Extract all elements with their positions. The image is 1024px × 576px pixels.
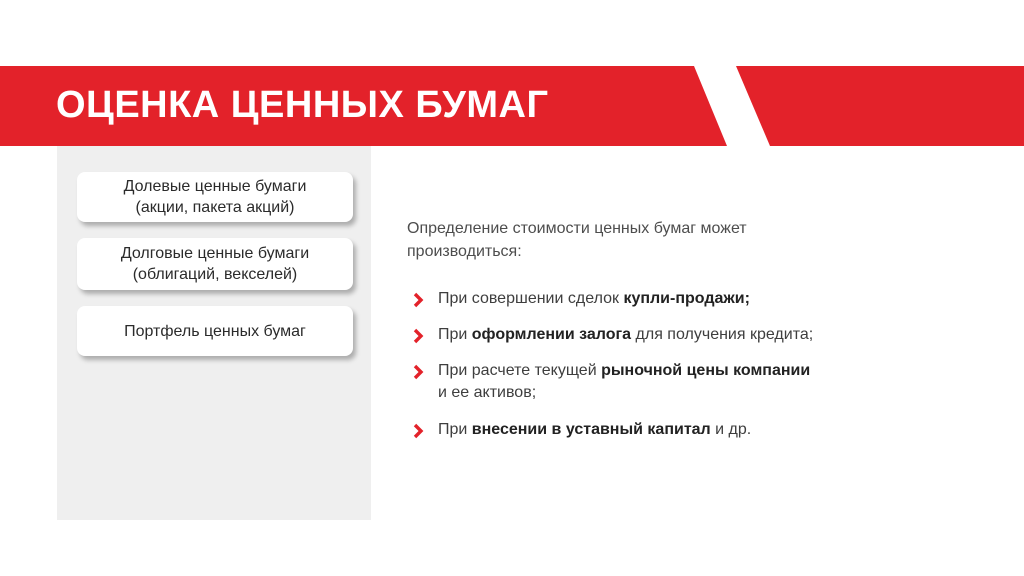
bullet-list [410,288,930,441]
card-subtitle: (акции, пакета акций) [135,199,295,216]
bullet-bold: внесении в уставный капитал [471,421,711,438]
bullet-item [410,288,930,310]
bullet-item [410,324,930,346]
bullet-bold: купли-продажи; [623,290,750,307]
bullet-text: и др. [710,421,752,438]
bullet-item [410,360,930,404]
bullet-bold: рыночной цены компании [601,362,811,379]
card-title: Портфель ценных бумаг [124,322,306,340]
card-equity-securities [77,172,353,222]
chevron-right-icon [412,364,424,380]
page-title: ОЦЕНКА ЦЕННЫХ БУМАГ [56,84,549,126]
intro-text [407,217,867,263]
bullet-text: При расчете текущей [438,362,602,379]
card-title: Долговые ценные бумаги [120,245,310,262]
bullet-text: для получения кредита; [631,326,814,343]
card-title: Долевые ценные бумаги [123,178,307,195]
intro-line: Определение стоимости ценных бумаг может [407,220,747,237]
bullet-item [410,419,930,441]
bullet-text: При совершении сделок [438,290,624,307]
card-subtitle: (облигаций, векселей) [132,266,298,283]
bullet-text: При [438,421,472,438]
bullet-text: и ее активов; [438,384,537,401]
chevron-right-icon [412,423,424,439]
bullet-bold: оформлении залога [471,326,632,343]
chevron-right-icon [412,292,424,308]
card-debt-securities [77,238,353,290]
intro-line: производиться: [407,243,522,260]
bullet-text: При [438,326,472,343]
chevron-right-icon [412,328,424,344]
card-securities-portfolio [77,306,353,356]
